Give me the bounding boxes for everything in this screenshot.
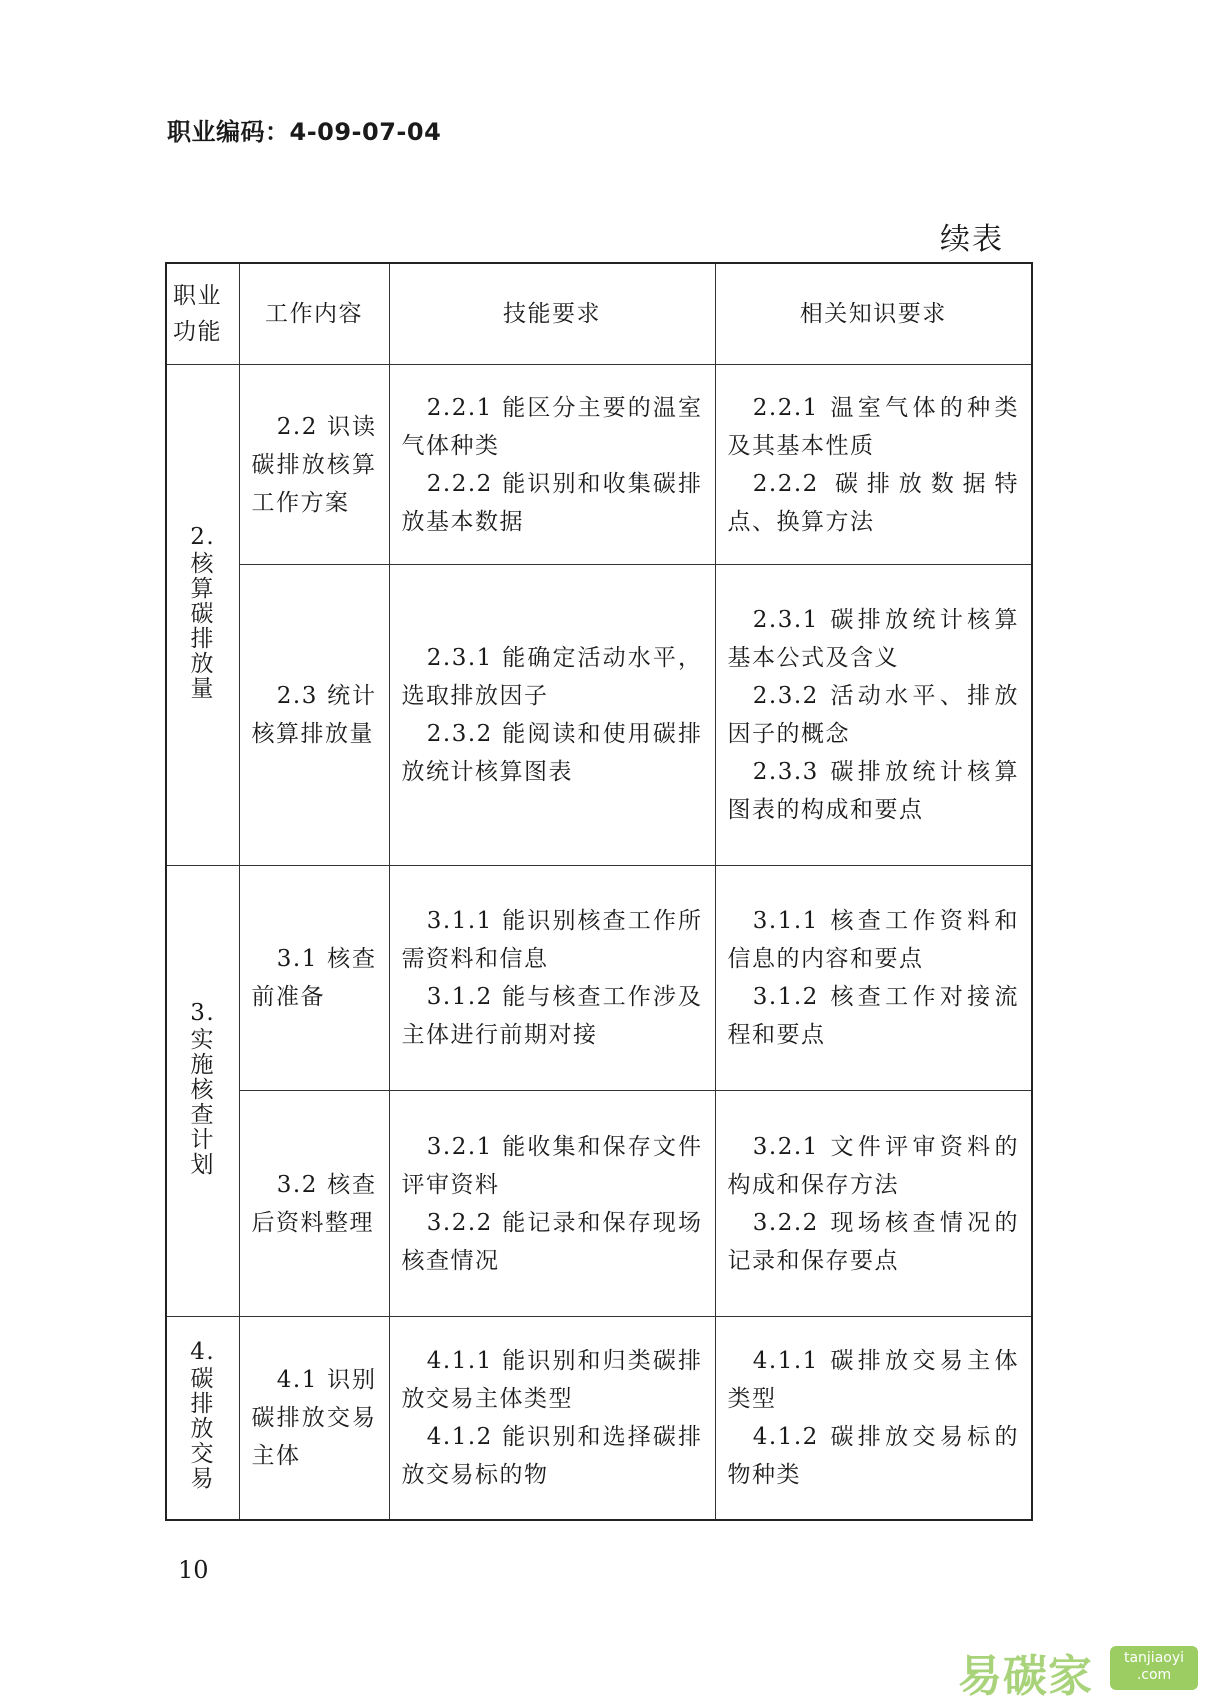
continuation-label: 续表: [940, 222, 1004, 257]
knowledge-item: 3.1.1 核查工作资料和信息的内容和要点: [727, 908, 1019, 972]
function-name: 实施核查计划: [190, 1027, 215, 1178]
skill-item: 2.2.2 能识别和收集碳排放基本数据: [401, 470, 703, 535]
knowledge-item: 2.3.3 碳排放统计核算图表的构成和要点: [727, 759, 1019, 823]
knowledge-item: 2.2.2 碳排放数据特点、换算方法: [727, 470, 1019, 535]
header-skill-requirements: 技能要求: [389, 263, 715, 365]
function-cell: [166, 866, 239, 1317]
table-row: [166, 1317, 1032, 1520]
work-content-cell: 3.2 核查后资料整理: [239, 1091, 389, 1317]
header-knowledge-requirements: 相关知识要求: [715, 263, 1032, 365]
function-name: 核算碳排放量: [190, 551, 215, 702]
skill-item: 2.2.1 能区分主要的温室气体种类: [401, 394, 703, 459]
work-content-cell: 4.1 识别碳排放交易主体: [239, 1317, 389, 1520]
watermark-logo: [958, 1640, 1203, 1702]
knowledge-cell: [715, 565, 1032, 866]
knowledge-item: 3.2.2 现场核查情况的记录和保存要点: [727, 1209, 1019, 1274]
page-number: 10: [178, 1556, 209, 1584]
knowledge-cell: [715, 1317, 1032, 1520]
standards-table: [165, 262, 1033, 1521]
table-header-row: [166, 263, 1032, 365]
skill-item: 3.1.1 能识别核查工作所需资料和信息: [401, 908, 703, 972]
skill-item: 3.1.2 能与核查工作涉及主体进行前期对接: [401, 984, 703, 1048]
function-number: 2.: [190, 524, 216, 550]
work-content-cell: 2.3 统计核算排放量: [239, 565, 389, 866]
knowledge-item: 4.1.2 碳排放交易标的物种类: [727, 1423, 1019, 1488]
table-row: [166, 1091, 1032, 1317]
watermark-badge: [1110, 1646, 1198, 1690]
watermark-badge-top: tanjiaoyi: [1123, 1650, 1185, 1666]
knowledge-item: 2.3.2 活动水平、排放因子的概念: [727, 683, 1019, 747]
watermark-text: 易碳家: [958, 1651, 1093, 1702]
skill-cell: [389, 1317, 715, 1520]
knowledge-item: 2.3.1 碳排放统计核算基本公式及含义: [727, 607, 1019, 671]
knowledge-item: 2.2.1 温室气体的种类及其基本性质: [727, 394, 1019, 459]
skill-item: 2.3.1 能确定活动水平，选取排放因子: [401, 645, 703, 709]
skill-item: 4.1.2 能识别和选择碳排放交易标的物: [401, 1423, 703, 1488]
knowledge-item: 3.1.2 核查工作对接流程和要点: [727, 984, 1019, 1048]
skill-item: 3.2.2 能记录和保存现场核查情况: [401, 1209, 703, 1274]
knowledge-cell: [715, 866, 1032, 1091]
function-number: 3.: [190, 1000, 216, 1026]
skill-cell: [389, 565, 715, 866]
table-row: [166, 565, 1032, 866]
skill-cell: [389, 1091, 715, 1317]
knowledge-cell: [715, 1091, 1032, 1317]
function-number: 4.: [190, 1339, 216, 1366]
table-row: [166, 866, 1032, 1091]
knowledge-item: 4.1.1 碳排放交易主体类型: [727, 1347, 1019, 1412]
function-cell: [166, 1317, 239, 1520]
header-function: 职业功能: [166, 263, 239, 365]
skill-cell: [389, 866, 715, 1091]
skill-item: 2.3.2 能阅读和使用碳排放统计核算图表: [401, 721, 703, 785]
skill-cell: [389, 365, 715, 565]
work-content-cell: 3.1 核查前准备: [239, 866, 389, 1091]
knowledge-item: 3.2.1 文件评审资料的构成和保存方法: [727, 1133, 1019, 1198]
watermark-badge-bottom: .com: [1136, 1667, 1172, 1683]
header-work-content: 工作内容: [239, 263, 389, 365]
function-cell: [166, 365, 239, 866]
occupation-code: 职业编码：4-09-07-04: [167, 118, 442, 146]
knowledge-cell: [715, 365, 1032, 565]
work-content-cell: 2.2 识读碳排放核算工作方案: [239, 365, 389, 565]
table-row: [166, 365, 1032, 565]
function-name: 碳排放交易: [190, 1366, 215, 1493]
skill-item: 4.1.1 能识别和归类碳排放交易主体类型: [401, 1347, 703, 1412]
skill-item: 3.2.1 能收集和保存文件评审资料: [401, 1133, 703, 1198]
